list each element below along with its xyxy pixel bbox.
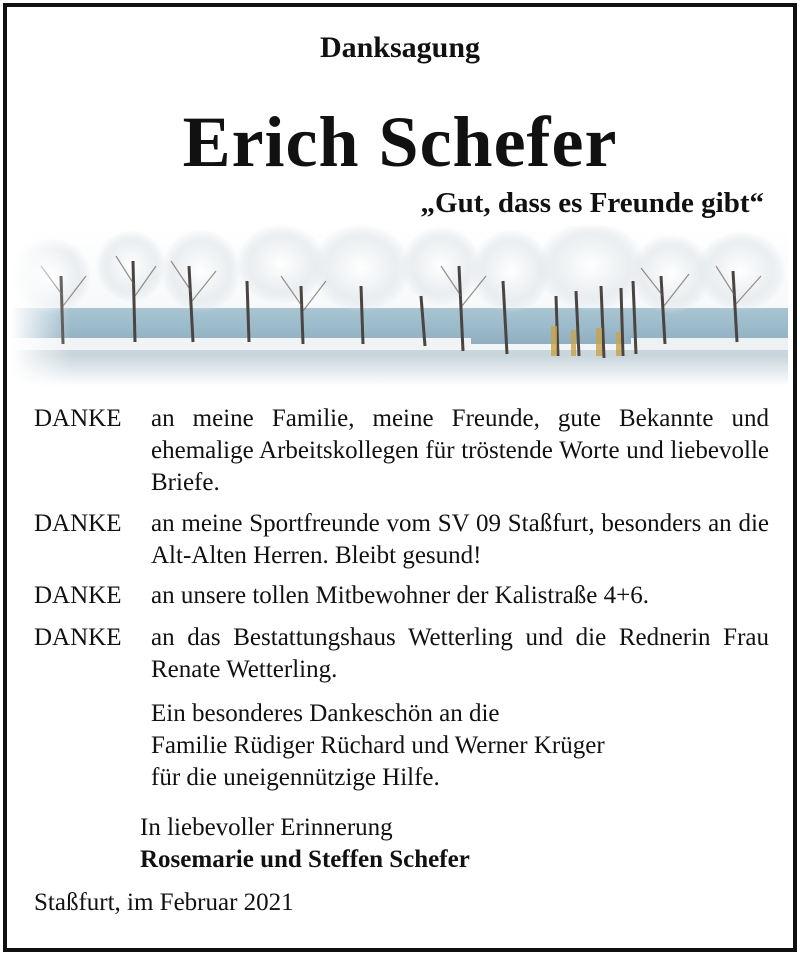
thanks-label: DANKE <box>34 510 122 537</box>
special-thanks <box>151 698 605 794</box>
signatories: Rosemarie und Steffen Schefer <box>140 846 470 873</box>
special-thanks-line: für die uneigennützige Hilfe. <box>151 764 440 791</box>
winter-lake-image <box>11 226 788 386</box>
closing <box>140 812 470 876</box>
place-date: Staßfurt, im Februar 2021 <box>34 889 294 916</box>
thanks-text: an meine Sportfreunde vom SV 09 Staßfurt, besonders an die Alt-Alten Herren. Bleibt gesund! <box>151 510 769 569</box>
thanks-text: an meine Familie, meine Freunde, gute Bekannte und ehemalige Arbeitskollegen für tröstende Worte und liebevolle Briefe. <box>151 405 769 496</box>
notice-heading: Danksagung <box>319 31 481 64</box>
thanks-row <box>34 622 769 686</box>
thanks-label: DANKE <box>34 624 122 651</box>
thanks-text: an das Bestattungshaus Wetterling und die Rednerin Frau Renate Wetterling. <box>151 624 769 683</box>
quote: „Gut, dass es Freunde gibt“ <box>420 187 764 219</box>
special-thanks-line: Familie Rüdiger Rüchard und Werner Krüger <box>151 732 605 759</box>
thanks-label: DANKE <box>34 582 122 609</box>
thanks-row <box>34 403 769 499</box>
deceased-name: Erich Schefer <box>182 102 618 182</box>
special-thanks-line: Ein besonderes Dankeschön an die <box>151 700 500 727</box>
thanks-text: an unsere tollen Mitbewohner der Kalistraße 4+6. <box>151 582 649 609</box>
thanks-row <box>34 580 769 612</box>
thanks-label: DANKE <box>34 405 122 432</box>
closing-phrase: In liebevoller Erinnerung <box>140 814 393 841</box>
thanks-row <box>34 508 769 572</box>
